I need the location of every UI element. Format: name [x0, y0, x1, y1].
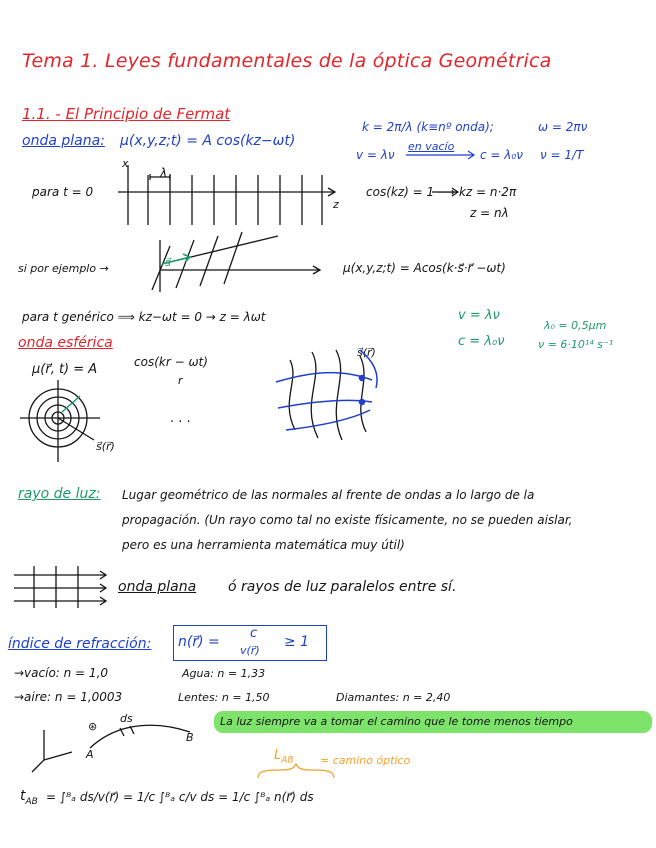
nu-value: ν = 6·10¹⁴ s⁻¹	[538, 338, 614, 351]
parallel-rays-text: ó rayos de luz paralelos entre sí.	[228, 579, 457, 595]
spherical-wave-label: onda esférica	[18, 335, 113, 351]
time-integral-equation: = ∫ᴮₐ ds/v(r⃗) = 1/c ∫ᴮₐ c/v ds = 1/c ∫ᴮₐ n(r⃗) ds	[46, 790, 314, 804]
vacuum-label: en vacío	[408, 140, 455, 153]
point-a-label: A	[86, 748, 94, 761]
omega-definition: ω = 2πν	[538, 120, 588, 134]
diamonds-index: Diamantes: n = 2,40	[336, 691, 451, 704]
spherical-eq-lhs: μ(r⃗, t) = A	[32, 362, 98, 377]
ds-label: ds	[120, 712, 133, 725]
ellipsis: · · ·	[170, 415, 191, 430]
formula-lhs: n(r⃗) =	[178, 634, 220, 650]
plane-wave-diagram	[118, 165, 335, 225]
vacuum-index: →vacío: n = 1,0	[14, 666, 109, 680]
t-ab-symbol: $t_{AB}$	[20, 788, 38, 807]
ray-definition-line3: pero es una herramienta matemática muy útil)	[122, 538, 405, 552]
formula-rhs: ≥ 1	[284, 634, 310, 650]
ray-definition-line2: propagación. (Un rayo como tal no existe físicamente, no se pueden aislar,	[122, 513, 573, 527]
z-equation: z = nλ	[470, 206, 509, 220]
spherical-eq-denominator: r	[178, 374, 183, 387]
refraction-index-label: índice de refracción:	[8, 636, 152, 652]
tilted-wave-diagram	[152, 232, 320, 292]
z-axis-label: z	[333, 198, 339, 211]
s-vector-label: s⃗	[165, 256, 171, 269]
lab-symbol: $L_{AB}$	[274, 748, 294, 766]
plane-wave-text: onda plana	[118, 579, 197, 595]
v-definition: v = λν	[356, 148, 395, 162]
lenses-index: Lentes: n = 1,50	[178, 691, 270, 704]
circled-star-icon: ⊛	[88, 720, 98, 733]
ray-definition-line1: Lugar geométrico de las normales al frente de ondas a lo largo de la	[122, 488, 535, 502]
generic-time-equation: para t genérico ⟹ kz−ωt = 0 → z = λωt	[22, 310, 266, 324]
c-definition: c = λ₀ν	[480, 148, 523, 162]
spherical-eq-numerator: cos(kr − ωt)	[134, 355, 208, 369]
section-heading: 1.1. - El Principio de Fermat	[22, 105, 231, 123]
t-zero-label: para t = 0	[32, 185, 94, 199]
fermat-path-diagram	[32, 725, 190, 772]
general-equation: μ(x,y,z;t) = Acos(k·s⃗·r⃗ −ωt)	[343, 261, 506, 275]
formula-numerator: c	[250, 626, 258, 641]
v-constant: v = λν	[458, 308, 500, 323]
air-index: →aire: n = 1,0003	[14, 690, 123, 704]
water-index: Agua: n = 1,33	[182, 667, 266, 680]
ray-label: rayo de luz:	[18, 486, 101, 502]
formula-denominator: v(r⃗)	[240, 644, 260, 657]
page-title: Tema 1. Leyes fundamentales de la óptica Geométrica	[22, 50, 552, 72]
plane-wave-equation: μ(x,y,z;t) = A cos(kz−ωt)	[120, 133, 296, 149]
plane-wave-label: onda plana:	[22, 133, 105, 149]
c-constant: c = λ₀ν	[458, 334, 505, 349]
fermat-principle-highlight: La luz siempre va a tomar el camino que le tome menos tiempo	[220, 715, 573, 728]
point-b-label: B	[186, 731, 194, 744]
spherical-wave-diagram	[20, 380, 100, 462]
example-label: si por ejemplo →	[18, 262, 109, 275]
s-of-r-top: s⃗(r⃗)	[357, 346, 376, 359]
optical-path-label: = camino óptico	[320, 754, 411, 767]
lambda0-value: λ₀ = 0,5μm	[544, 319, 607, 332]
nu-definition: ν = 1/T	[540, 148, 584, 162]
lambda-label: λ	[160, 166, 168, 180]
x-axis-label: x	[122, 157, 129, 170]
cos-equation: cos(kz) = 1 ⟶ kz = n·2π	[366, 185, 517, 199]
parallel-rays-diagram	[14, 566, 106, 608]
s-of-r-bottom: s⃗(r⃗)	[96, 440, 115, 453]
k-definition: k = 2π/λ (k≡nº onda);	[362, 120, 494, 134]
